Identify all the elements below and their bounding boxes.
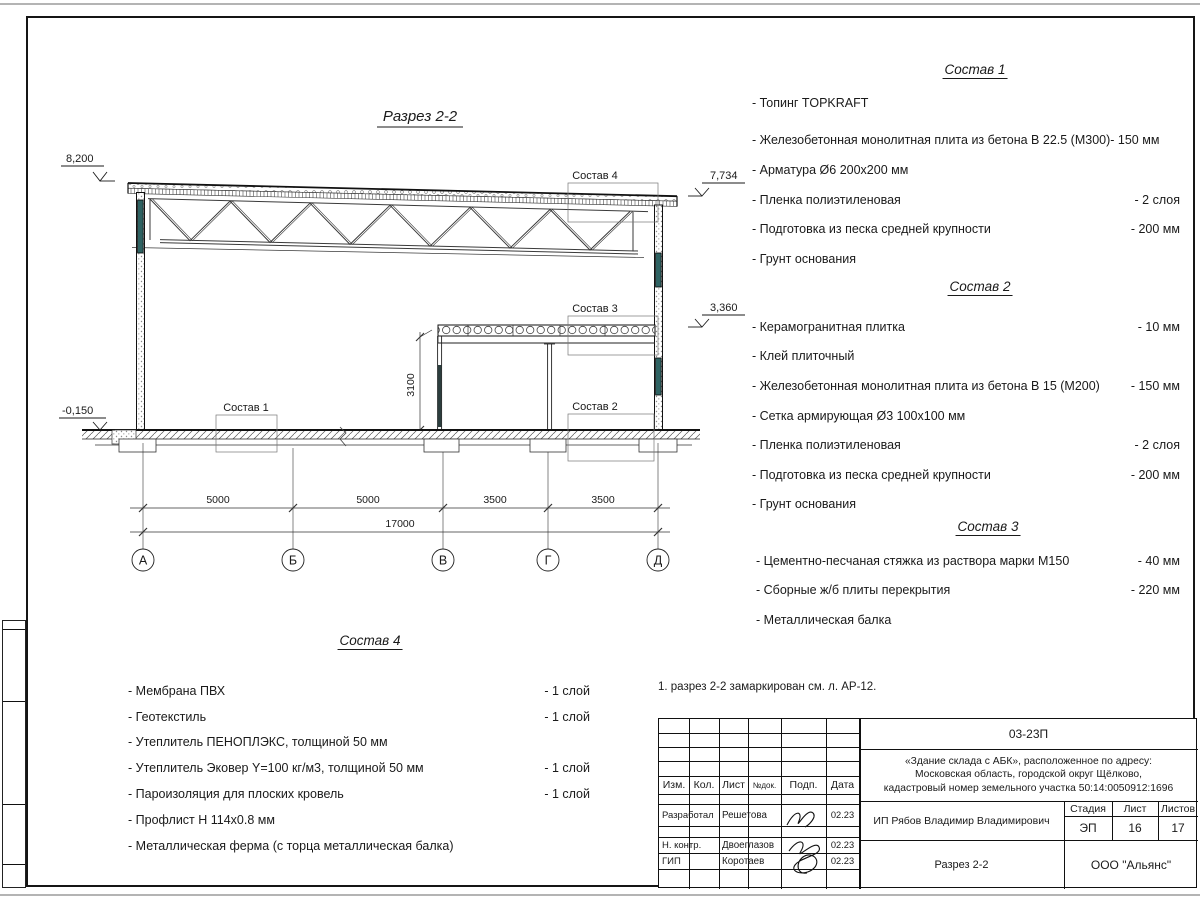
list-item: - Железобетонная монолитная плита из бетона В 15 (М200) - 150 мм (752, 378, 1180, 393)
svg-text:8,200: 8,200 (66, 153, 94, 165)
list-item: - Керамогранитная плитка - 10 мм (752, 319, 1180, 334)
tb-header-list: Лист (722, 779, 745, 791)
list-item: - Геотекстиль - 1 слой (128, 709, 590, 724)
svg-text:3500: 3500 (483, 494, 507, 506)
tb-header-kol: Кол. (693, 779, 715, 791)
roof-truss (132, 199, 648, 258)
list-item: - Топинг TOPKRAFT (752, 95, 869, 110)
tb-name-developer: Решетова (722, 809, 767, 821)
section-title (377, 108, 463, 127)
tb-sheet-name: Разрез 2-2 (934, 858, 989, 871)
svg-text:7,734: 7,734 (710, 170, 738, 182)
svg-text:3500: 3500 (591, 494, 615, 506)
tb-date-ncontrol: 02.23 (830, 840, 855, 850)
list-item: - Клей плиточный (752, 349, 855, 364)
svg-text:Б: Б (288, 553, 298, 568)
tb-role-gip: ГИП (662, 855, 681, 867)
list-item: - Металлическая балка (756, 612, 892, 627)
list-item: - Пленка полиэтиленовая - 2 слоя (752, 438, 1180, 453)
svg-text:-0,150: -0,150 (62, 405, 94, 417)
svg-text:5000: 5000 (206, 494, 230, 506)
svg-text:Г: Г (544, 553, 552, 568)
tb-header-sheets: Листов (1160, 802, 1196, 815)
tb-header-data: Дата (830, 779, 855, 791)
svg-text:Состав 1: Состав 1 (223, 402, 269, 414)
note-text: 1. разрез 2-2 замаркирован см. л. АР-12. (658, 681, 877, 693)
comp2-title: Состав 2 (949, 279, 1011, 294)
list-item: - Цементно-песчаная стяжка из раствора марки М150 - 40 мм (756, 553, 1180, 568)
list-item: - Арматура Ø6 200х200 мм (752, 162, 909, 177)
list-item: - Мембрана ПВХ - 1 слой (128, 683, 590, 698)
svg-text:Разрез 2-2: Разрез 2-2 (382, 108, 458, 125)
tb-header-izm: Изм. (662, 779, 686, 791)
tb-name-ncontrol: Двоеглазов (722, 839, 775, 851)
tb-date-gip: 02.23 (830, 856, 855, 866)
tb-stage-value: ЭП (1079, 821, 1097, 835)
dimension-lines (130, 443, 670, 549)
comp1-list (752, 88, 1180, 274)
list-item: - Утеплитель ПЕНОПЛЭКС, толщиной 50 мм (128, 735, 388, 750)
title-block (658, 718, 1197, 888)
comp4-list (128, 678, 590, 859)
tb-company: ООО "Альянс" (1090, 857, 1172, 872)
list-item: - Железобетонная монолитная плита из бетона В 22.5 (М300)- 150 мм (752, 133, 1160, 148)
comp4-title: Состав 4 (339, 633, 401, 648)
tb-sheet-number: 16 (1128, 821, 1142, 835)
tb-header-podp: Подп. (789, 779, 818, 791)
wall-windows (138, 200, 662, 395)
list-item: - Подготовка из песка средней крупности - 200 мм (752, 467, 1180, 482)
elevation-floor (59, 405, 115, 430)
tb-role-ncontrol: Н. контр. (662, 839, 702, 851)
composition-leaders (216, 170, 658, 461)
svg-text:В: В (438, 553, 448, 568)
tb-header-sheet: Лист (1123, 802, 1147, 815)
list-item: - Пленка полиэтиленовая - 2 слоя (752, 192, 1180, 207)
svg-text:3100: 3100 (405, 373, 417, 397)
dim-height (405, 330, 432, 434)
tb-customer: ИП Рябов Владимир Владимирович (873, 814, 1050, 827)
list-item: - Сборные ж/б плиты перекрытия - 220 мм (756, 583, 1180, 598)
svg-text:Состав 2: Состав 2 (572, 401, 618, 413)
svg-text:17000: 17000 (385, 518, 415, 530)
tb-object-description: «Здание склада с АБК», расположенное по адресу: Московская область, городской округ Щёлково, кадастровый номер земельного участка 50:14:0050912:1696 (883, 755, 1174, 794)
svg-text:3,360: 3,360 (710, 302, 738, 314)
tb-sheets-total: 17 (1171, 821, 1185, 835)
axis-bubbles (132, 549, 669, 571)
floor-slab (82, 427, 700, 452)
signature-marks (781, 799, 826, 887)
list-item: - Грунт основания (752, 251, 857, 266)
svg-text:5000: 5000 (356, 494, 380, 506)
comp3-title: Состав 3 (957, 519, 1019, 534)
svg-text:А: А (138, 553, 148, 568)
list-item: - Пароизоляция для плоских кровель - 1 слой (128, 787, 590, 802)
svg-text:Д: Д (653, 553, 663, 568)
elevation-top-right (688, 170, 745, 196)
tb-name-gip: Коротаев (722, 855, 765, 867)
tb-date-developer: 02.23 (830, 810, 855, 820)
elevation-top-left (61, 153, 115, 181)
svg-text:Состав 4: Состав 4 (572, 170, 618, 182)
comp1-title: Состав 1 (944, 62, 1006, 77)
list-item: - Утеплитель Эковер Y=100 кг/м3, толщиной 50 мм - 1 слой (128, 761, 590, 776)
tb-role-developer: Разработал (662, 809, 714, 821)
tb-doc-code: 03-23П (1008, 727, 1049, 741)
list-item: - Сетка армирующая Ø3 100х100 мм (752, 408, 966, 423)
list-item: - Грунт основания (752, 497, 857, 512)
comp3-list (756, 546, 1180, 635)
elevation-mezzanine (688, 302, 745, 327)
roof (128, 183, 677, 206)
svg-text:Состав 3: Состав 3 (572, 303, 618, 315)
list-item: - Профлист Н 114х0.8 мм (128, 812, 275, 827)
list-item: - Подготовка из песка средней крупности - 200 мм (752, 222, 1180, 237)
comp2-list (752, 312, 1180, 519)
list-item: - Металлическая ферма (с торца металлическая балка) (128, 838, 454, 853)
tb-header-doc: №док. (752, 780, 777, 790)
tb-header-stage: Стадия (1070, 802, 1106, 815)
